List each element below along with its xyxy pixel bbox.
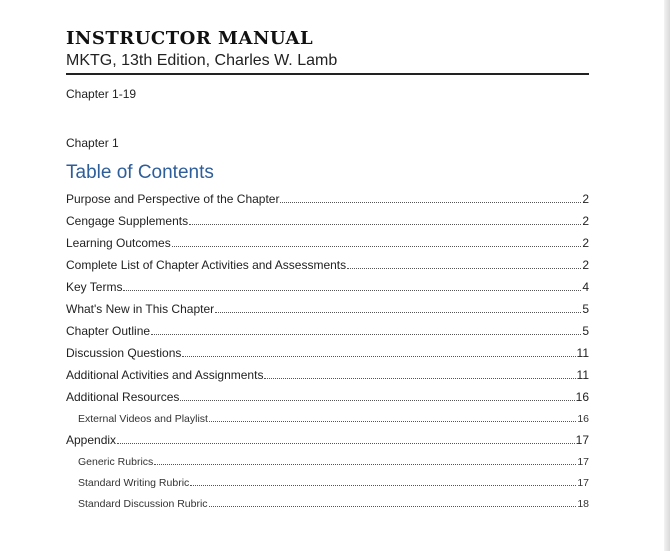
toc-entry-page: 17 — [577, 456, 589, 468]
header-rule — [66, 73, 589, 75]
toc-leader-dots — [123, 290, 581, 291]
toc-entry-label: Cengage Supplements — [66, 214, 189, 228]
toc-entry-page: 2 — [582, 236, 589, 250]
toc-entry-page: 11 — [576, 368, 589, 382]
toc-entry-appendix[interactable] — [66, 425, 589, 447]
toc-leader-dots — [264, 378, 575, 379]
toc-entry-label: Learning Outcomes — [66, 236, 171, 250]
toc-entry-label: External Videos and Playlist — [78, 413, 208, 425]
toc-entry-label: Additional Activities and Assignments — [66, 368, 264, 382]
toc-leader-dots — [280, 202, 581, 203]
chapter-label: Chapter 1 — [66, 136, 119, 150]
document-page — [66, 28, 589, 510]
toc-entry-label: Generic Rubrics — [78, 456, 154, 468]
toc-entry-page: 17 — [575, 433, 589, 447]
toc-leader-dots — [151, 334, 581, 335]
toc-entry-activities-assessments[interactable] — [66, 250, 589, 272]
table-of-contents — [66, 184, 589, 510]
page-edge — [664, 0, 670, 551]
toc-entry-label: Additional Resources — [66, 390, 180, 404]
toc-heading: Table of Contents — [66, 162, 214, 183]
toc-entry-page: 11 — [576, 346, 589, 360]
toc-entry-page: 4 — [582, 280, 589, 294]
toc-subentry-external-videos[interactable] — [66, 404, 589, 425]
toc-entry-purpose[interactable] — [66, 184, 589, 206]
toc-entry-page: 16 — [575, 390, 589, 404]
toc-entry-page: 2 — [582, 192, 589, 206]
toc-entry-label: Discussion Questions — [66, 346, 182, 360]
manual-title: INSTRUCTOR MANUAL — [66, 28, 314, 49]
toc-leader-dots — [182, 356, 575, 357]
toc-entry-page: 5 — [582, 324, 589, 338]
toc-entry-label: Purpose and Perspective of the Chapter — [66, 192, 280, 206]
toc-subentry-writing-rubric[interactable] — [66, 468, 589, 489]
toc-leader-dots — [172, 246, 582, 247]
toc-entry-label: Chapter Outline — [66, 324, 151, 338]
toc-leader-dots — [209, 421, 576, 422]
toc-entry-key-terms[interactable] — [66, 272, 589, 294]
toc-leader-dots — [209, 506, 577, 507]
toc-entry-label: Key Terms — [66, 280, 123, 294]
chapter-range: Chapter 1-19 — [66, 87, 137, 101]
toc-leader-dots — [180, 400, 574, 401]
toc-entry-additional-resources[interactable] — [66, 382, 589, 404]
toc-entry-supplements[interactable] — [66, 206, 589, 228]
toc-entry-page: 16 — [577, 413, 589, 425]
toc-subentry-generic-rubrics[interactable] — [66, 447, 589, 468]
toc-entry-label: Standard Discussion Rubric — [78, 498, 208, 510]
toc-leader-dots — [154, 464, 576, 465]
toc-entry-learning-outcomes[interactable] — [66, 228, 589, 250]
toc-leader-dots — [347, 268, 581, 269]
toc-entry-label: Complete List of Chapter Activities and Assessments — [66, 258, 347, 272]
toc-subentry-discussion-rubric[interactable] — [66, 489, 589, 510]
toc-leader-dots — [117, 443, 575, 444]
toc-entry-label: Appendix — [66, 433, 117, 447]
toc-leader-dots — [190, 485, 576, 486]
toc-leader-dots — [215, 312, 581, 313]
toc-leader-dots — [189, 224, 581, 225]
toc-entry-discussion-questions[interactable] — [66, 338, 589, 360]
toc-entry-page: 18 — [577, 498, 589, 510]
toc-entry-chapter-outline[interactable] — [66, 316, 589, 338]
toc-entry-label: What's New in This Chapter — [66, 302, 215, 316]
toc-entry-page: 2 — [582, 214, 589, 228]
toc-entry-page: 17 — [577, 477, 589, 489]
manual-subtitle: MKTG, 13th Edition, Charles W. Lamb — [66, 52, 338, 69]
toc-entry-label: Standard Writing Rubric — [78, 477, 190, 489]
toc-entry-whats-new[interactable] — [66, 294, 589, 316]
toc-entry-page: 5 — [582, 302, 589, 316]
toc-entry-additional-activities[interactable] — [66, 360, 589, 382]
toc-entry-page: 2 — [582, 258, 589, 272]
